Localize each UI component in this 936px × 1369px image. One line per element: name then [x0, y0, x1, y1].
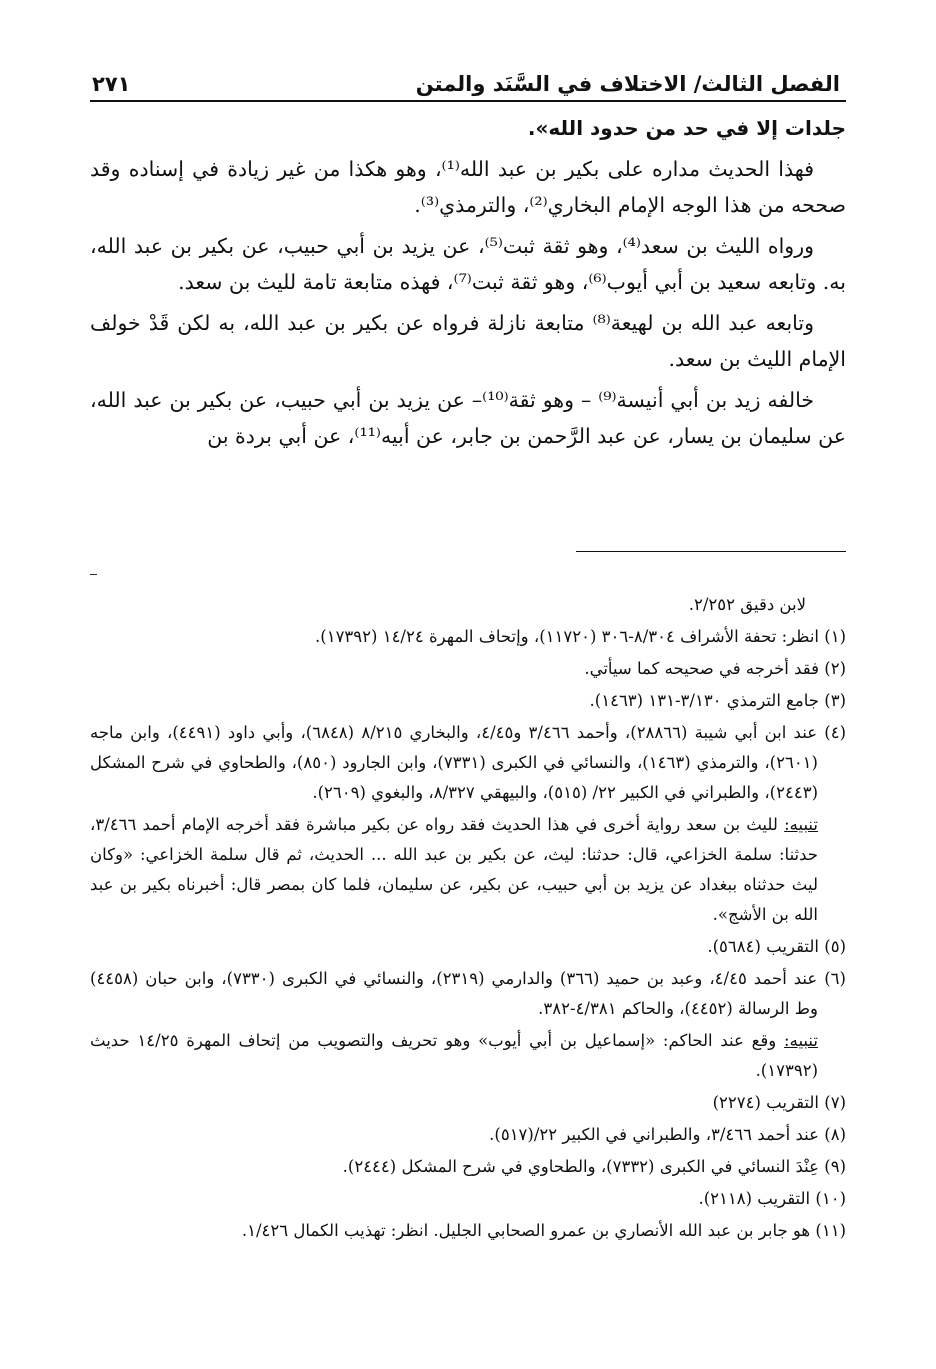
footnote-3: (٣) جامع الترمذي ٣/١٣٠-١٣١ (١٤٦٣).: [589, 691, 846, 710]
footnote-10: (١٠) التقريب (٢١١٨).: [698, 1189, 846, 1208]
footnote-1: (١) انظر: تحفة الأشراف ٨/٣٠٤-٣٠٦ (١١٧٢٠)، وإتحاف المهرة ١٤/٢٤ (١٧٣٩٢).: [315, 627, 846, 646]
note-text: لليث بن سعد رواية أخرى في هذا الحديث فقد رواه عن بكير مباشرة فقد أخرجه الإمام أحمد ٣/٤٦٦، حدثنا: سلمة الخزاعي، قال: حدثنا: ليث، عن بكير بن عبد الله ... الحديث، ثم قال سلمة الخزاعي: «وكان ليث حدثناه ببغداد عن يزيد بن أبي حبيب، عن بكير، عن سليمان، فلما كان بمصر قال: أخبرناه بكير بن عبد الله بن الأشج».: [90, 815, 818, 924]
running-header: [90, 56, 846, 102]
paragraph-1: فهذا الحديث مداره على بكير بن عبد الله⁽¹⁾، وهو هكذا من غير زيادة في إسناده وقد صححه من هذا الوجه الإمام البخاري⁽²⁾، والترمذي⁽³⁾.: [90, 156, 846, 217]
footnote-carryover: لابن دقيق ٢/٢٥٢.: [688, 595, 806, 614]
footnote-6-note: [90, 1026, 846, 1086]
footnote-6: (٦) عند أحمد ٤/٤٥، وعبد بن حميد (٣٦٦) والدارمي (٢٣١٩)، والنسائي في الكبرى (٧٣٣٠)، وابن حبان (٤٤٥٨) وط الرسالة (٤٤٥٢)، والحاكم ٤/٣٨١-٣٨٢.: [90, 969, 846, 1018]
footnote-9: (٩) عِنْدَ النسائي في الكبرى (٧٣٣٢)، والطحاوي في شرح المشكل (٢٤٤٤).: [342, 1157, 846, 1176]
footnote-2: (٢) فقد أخرجه في صحيحه كما سيأتي.: [584, 659, 846, 678]
note-label: تنبيه:: [784, 815, 818, 834]
main-text: [90, 110, 846, 459]
footnote-11: (١١) هو جابر بن عبد الله الأنصاري بن عمرو الصحابي الجليل. انظر: تهذيب الكمال ١/٤٢٦.: [241, 1221, 846, 1240]
note-text: وقع عند الحاكم: «إسماعيل بن أبي أيوب» وهو تحريف والتصويب من إتحاف المهرة ١٤/٢٥ حديث (١٧٣٩٢).: [90, 1031, 818, 1080]
footnote-separator: [576, 551, 846, 552]
paragraph-3: وتابعه عبد الله بن لهيعة⁽⁸⁾ متابعة نازلة فرواه عن بكير بن عبد الله، به لكن قَدْ خولف الإمام الليث بن سعد.: [90, 310, 846, 371]
paragraph-4: خالفه زيد بن أبي أنيسة⁽⁹⁾ – وهو ثقة⁽¹⁰⁾– عن يزيد بن أبي حبيب، عن بكير بن عبد الله، عن سليمان بن يسار، عن عبد الرَّحمن بن جابر، عن أبيه⁽¹¹⁾، عن أبي بردة بن: [90, 387, 846, 448]
paragraph-continuation: جلدات إلا في حد من حدود الله».: [527, 116, 846, 140]
footnote-8: (٨) عند أحمد ٣/٤٦٦، والطبراني في الكبير ٢٢/(٥١٧).: [489, 1125, 846, 1144]
paragraph-2: ورواه الليث بن سعد⁽⁴⁾، وهو ثقة ثبت⁽⁵⁾، عن يزيد بن أبي حبيب، عن بكير بن عبد الله، به. وتابعه سعيد بن أبي أيوب⁽⁶⁾، وهو ثقة ثبت⁽⁷⁾، فهذه متابعة تامة لليث بن سعد.: [90, 233, 846, 294]
book-page: [90, 0, 846, 1369]
margin-mark: [90, 574, 97, 575]
footnote-4-note: [90, 810, 846, 930]
note-label: تنبيه:: [784, 1031, 818, 1050]
footnote-7: (٧) التقريب (٢٢٧٤): [712, 1093, 846, 1112]
page-number: ٢٧١: [92, 72, 131, 96]
footnote-4: (٤) عند ابن أبي شيبة (٢٨٨٦٦)، وأحمد ٣/٤٦٦ و٤/٤٥، والبخاري ٨/٢١٥ (٦٨٤٨)، وأبي داود (٤٤٩١)، وابن ماجه (٢٦٠١)، والترمذي (١٤٦٣)، والنسائي في الكبرى (٧٣٣١)، وابن الجارود (٨٥٠)، والطحاوي في شرح المشكل (٢٤٤٣)، والطبراني في الكبير ٢٢/ (٥١٥)، والبيهقي ٨/٣٢٧، والبغوي (٢٦٠٩).: [90, 723, 846, 802]
footnote-5: (٥) التقريب (٥٦٨٤).: [707, 937, 846, 956]
chapter-title: الفصل الثالث/ الاختلاف في السَّنَد والمتن: [415, 72, 840, 96]
footnotes: [90, 590, 846, 1248]
